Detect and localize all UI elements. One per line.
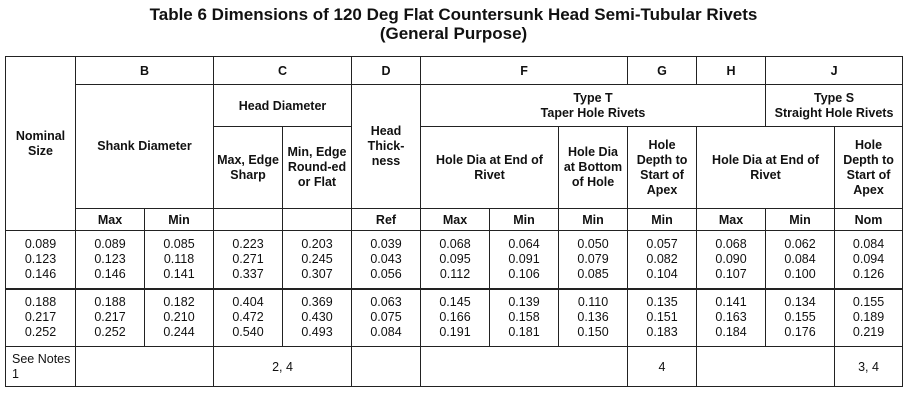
subhead-j-min: Min bbox=[766, 209, 835, 231]
group1-col8: 0.050 0.079 0.085 bbox=[559, 231, 628, 289]
title-line-2: (General Purpose) bbox=[379, 24, 528, 43]
straight-hole-rivets-label: Straight Hole Rivets bbox=[774, 105, 894, 120]
hole-depth-apex-s-header: Hole Depth to Start of Apex bbox=[835, 127, 903, 209]
see-notes-label: See Notes 1 bbox=[6, 347, 76, 387]
subhead-b-min: Min bbox=[145, 209, 214, 231]
group2-col10: 0.141 0.163 0.184 bbox=[697, 289, 766, 347]
group1-col11: 0.062 0.084 0.100 bbox=[766, 231, 835, 289]
type-s-label: Type S bbox=[814, 90, 855, 105]
max-edge-sharp-header: Max, Edge Sharp bbox=[214, 127, 283, 209]
col-letter-j: J bbox=[766, 57, 903, 85]
group1-col5: 0.039 0.043 0.056 bbox=[352, 231, 421, 289]
group2-col6: 0.145 0.166 0.191 bbox=[421, 289, 490, 347]
group1-col10: 0.068 0.090 0.107 bbox=[697, 231, 766, 289]
dimensions-table bbox=[5, 56, 903, 387]
col-letter-g: G bbox=[628, 57, 697, 85]
subhead-c-min-empty bbox=[283, 209, 352, 231]
notes-f-g-empty bbox=[421, 347, 628, 387]
table-title bbox=[0, 0, 907, 44]
subhead-k-nom: Nom bbox=[835, 209, 903, 231]
notes-c: 2, 4 bbox=[214, 347, 352, 387]
group2-col4: 0.369 0.430 0.493 bbox=[283, 289, 352, 347]
subhead-b-max: Max bbox=[76, 209, 145, 231]
notes-j-empty bbox=[697, 347, 835, 387]
group1-col3: 0.223 0.271 0.337 bbox=[214, 231, 283, 289]
hole-dia-end-s-header: Hole Dia at End of Rivet bbox=[697, 127, 835, 209]
type-t-label: Type T bbox=[573, 90, 613, 105]
header-group-row bbox=[6, 85, 903, 127]
subhead-d-ref: Ref bbox=[352, 209, 421, 231]
col-letter-d: D bbox=[352, 57, 421, 85]
group2-col12: 0.155 0.189 0.219 bbox=[835, 289, 903, 347]
title-line-1: Table 6 Dimensions of 120 Deg Flat Countersunk Head Semi-Tubular Rivets bbox=[149, 5, 758, 24]
group2-col11: 0.134 0.155 0.176 bbox=[766, 289, 835, 347]
subhead-f-max: Max bbox=[421, 209, 490, 231]
head-diameter-header: Head Diameter bbox=[214, 85, 352, 127]
group2-col2: 0.182 0.210 0.244 bbox=[145, 289, 214, 347]
min-edge-rounded-header: Min, Edge Round-ed or Flat bbox=[283, 127, 352, 209]
hole-dia-end-t-header: Hole Dia at End of Rivet bbox=[421, 127, 559, 209]
group1-col1: 0.089 0.123 0.146 bbox=[76, 231, 145, 289]
notes-row bbox=[6, 347, 903, 387]
group2-col0: 0.188 0.217 0.252 bbox=[6, 289, 76, 347]
col-letter-b: B bbox=[76, 57, 214, 85]
notes-k: 3, 4 bbox=[835, 347, 903, 387]
subhead-f-min: Min bbox=[490, 209, 559, 231]
header-letters-row bbox=[6, 57, 903, 85]
nominal-size-header: Nominal Size bbox=[6, 57, 76, 231]
subheader-row bbox=[6, 209, 903, 231]
group2-col1: 0.188 0.217 0.252 bbox=[76, 289, 145, 347]
data-group-2 bbox=[6, 289, 903, 347]
col-letter-c: C bbox=[214, 57, 352, 85]
hole-depth-apex-t-header: Hole Depth to Start of Apex bbox=[628, 127, 697, 209]
subhead-j-max: Max bbox=[697, 209, 766, 231]
data-group-1 bbox=[6, 231, 903, 289]
group1-col2: 0.085 0.118 0.141 bbox=[145, 231, 214, 289]
notes-b-empty bbox=[76, 347, 214, 387]
shank-diameter-header: Shank Diameter bbox=[76, 85, 214, 209]
group2-col8: 0.110 0.136 0.150 bbox=[559, 289, 628, 347]
col-letter-h: H bbox=[697, 57, 766, 85]
group2-col9: 0.135 0.151 0.183 bbox=[628, 289, 697, 347]
group1-col12: 0.084 0.094 0.126 bbox=[835, 231, 903, 289]
subhead-c-max-empty bbox=[214, 209, 283, 231]
type-s-header bbox=[766, 85, 903, 127]
group2-col7: 0.139 0.158 0.181 bbox=[490, 289, 559, 347]
group2-col3: 0.404 0.472 0.540 bbox=[214, 289, 283, 347]
group1-col0: 0.089 0.123 0.146 bbox=[6, 231, 76, 289]
group1-col6: 0.068 0.095 0.112 bbox=[421, 231, 490, 289]
notes-d-empty bbox=[352, 347, 421, 387]
head-thickness-header: Head Thick-ness bbox=[352, 85, 421, 209]
hole-dia-bottom-header: Hole Dia at Bottom of Hole bbox=[559, 127, 628, 209]
group1-col4: 0.203 0.245 0.307 bbox=[283, 231, 352, 289]
col-letter-f: F bbox=[421, 57, 628, 85]
type-t-header bbox=[421, 85, 766, 127]
group1-col7: 0.064 0.091 0.106 bbox=[490, 231, 559, 289]
subhead-h-min: Min bbox=[628, 209, 697, 231]
group2-col5: 0.063 0.075 0.084 bbox=[352, 289, 421, 347]
taper-hole-rivets-label: Taper Hole Rivets bbox=[540, 105, 646, 120]
group1-col9: 0.057 0.082 0.104 bbox=[628, 231, 697, 289]
notes-h: 4 bbox=[628, 347, 697, 387]
subhead-g-min: Min bbox=[559, 209, 628, 231]
